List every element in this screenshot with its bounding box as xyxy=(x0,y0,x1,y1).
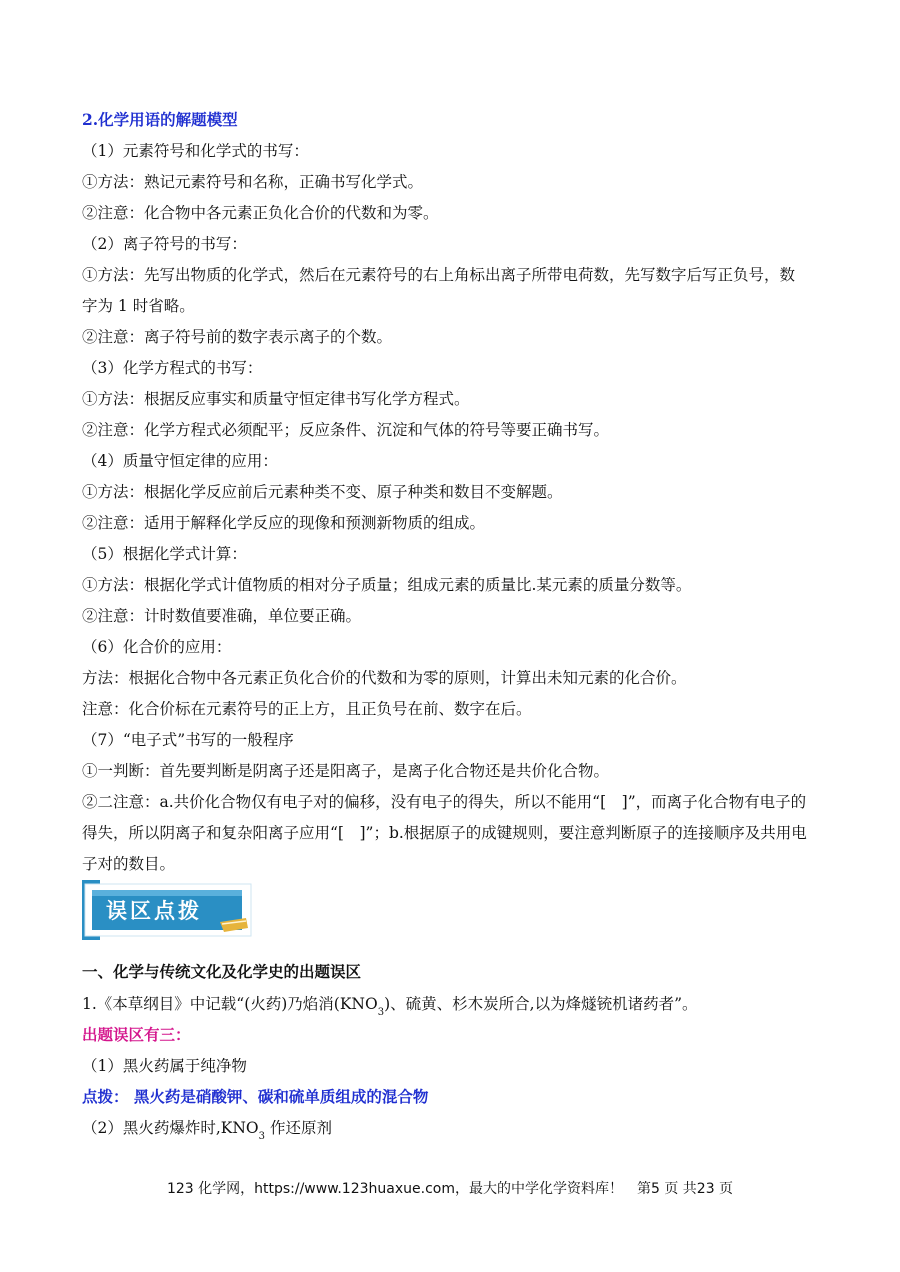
text-line: 字为 1 时省略。 xyxy=(82,297,195,315)
text-line: （7）“电子式”书写的一般程序 xyxy=(82,731,294,749)
error-1: （1）黑火药属于纯净物 xyxy=(82,1057,247,1075)
text-line: ②二注意：a.共价化合物仅有电子对的偏移，没有电子的得失，所以不能用“[ ]”，而离子化合物有电子的 xyxy=(82,793,807,811)
text-line: ①方法：先写出物质的化学式，然后在元素符号的右上角标出离子所带电荷数，先写数字后写正负号，数 xyxy=(82,266,796,284)
error-2 xyxy=(82,1118,332,1141)
text-line: ②注意：化学方程式必须配平；反应条件、沉淀和气体的符号等要正确书写。 xyxy=(82,421,610,439)
text-line: 子对的数目。 xyxy=(82,855,176,873)
text-line: ①方法：根据反应事实和质量守恒定律书写化学方程式。 xyxy=(82,390,470,408)
text-line: 得失，所以阴离子和复杂阳离子应用“[ ]”；b.根据原子的成键规则，要注意判断原子的连接顺序及共用电 xyxy=(82,824,807,842)
error-2-pre: （2）黑火药爆炸时,KNO xyxy=(82,1119,259,1137)
text-line: ①一判断：首先要判断是阴离子还是阳离子，是离子化合物还是共价化合物。 xyxy=(82,762,610,780)
text-line: （6）化合价的应用： xyxy=(82,638,232,656)
tip-line xyxy=(82,1087,428,1107)
text-line: ①方法：根据化学反应前后元素种类不变、原子种类和数目不变解题。 xyxy=(82,483,563,501)
item-1 xyxy=(82,994,698,1017)
tip-text: 黑火药是硝酸钾、碳和硫单质组成的混合物 xyxy=(133,1087,429,1106)
text-line: ②注意：化合物中各元素正负化合价的代数和为零。 xyxy=(82,204,439,222)
item-1-post: )、硫黄、杉木炭所合,以为烽燧铳机诸药者”。 xyxy=(384,995,698,1013)
errors-heading: 出题误区有三： xyxy=(82,1025,191,1044)
text-line: （5）根据化学式计算： xyxy=(82,545,247,563)
text-line: （2）离子符号的书写： xyxy=(82,235,247,253)
text-line: 注意：化合价标在元素符号的正上方，且正负号在前、数字在后。 xyxy=(82,700,532,718)
badge-graphic xyxy=(82,880,254,940)
misc-title: 一、化学与传统文化及化学史的出题误区 xyxy=(82,962,362,981)
text-line: ②注意：计时数值要准确，单位要正确。 xyxy=(82,607,362,625)
text-line: （1）元素符号和化学式的书写： xyxy=(82,142,309,160)
text-line: 方法：根据化合物中各元素正负化合价的代数和为零的原则，计算出未知元素的化合价。 xyxy=(82,669,687,687)
page-footer: 123 化学网，https://www.123huaxue.com，最大的中学化学资料库！ 第5 页 共23 页 xyxy=(166,1181,734,1197)
tip-label: 点拨： xyxy=(82,1087,129,1106)
text-line: （4）质量守恒定律的应用： xyxy=(82,452,278,470)
text-line: ①方法：熟记元素符号和名称，正确书写化学式。 xyxy=(82,173,424,191)
item-1-sub: 3 xyxy=(377,1007,385,1018)
error-2-sub: 3 xyxy=(258,1131,266,1142)
text-line: ①方法：根据化学式计值物质的相对分子质量；组成元素的质量比.某元素的质量分数等。 xyxy=(82,576,692,594)
text-line: ②注意：适用于解释化学反应的现像和预测新物质的组成。 xyxy=(82,514,486,532)
text-line: （3）化学方程式的书写： xyxy=(82,359,263,377)
text-line: ②注意：离子符号前的数字表示离子的个数。 xyxy=(82,328,393,346)
error-2-post: 作还原剂 xyxy=(265,1119,332,1137)
section-badge xyxy=(82,880,254,940)
badge-label: 误区点拨 xyxy=(106,899,202,923)
section-title: 2.化学用语的解题模型 xyxy=(82,110,238,129)
item-1-pre: 1.《本草纲目》中记载“(火药)乃焰消(KNO xyxy=(82,995,378,1013)
